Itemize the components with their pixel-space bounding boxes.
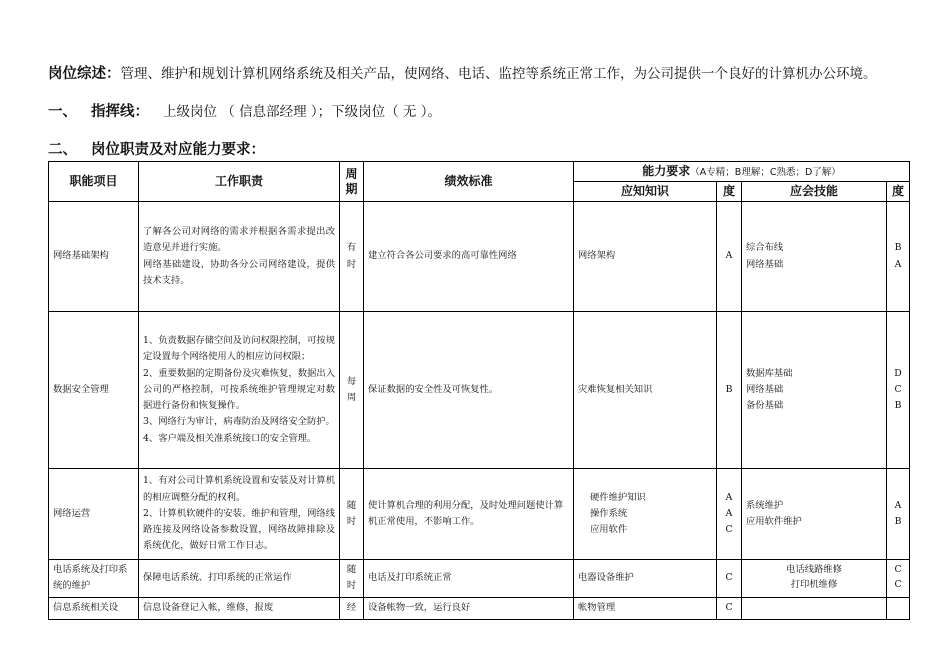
duty-line: 3、网络行为审计，病毒防治及网络安全防护。 [143,416,335,428]
duty-line: 1、负责数据存储空间及访问权限控制，可按规定设置每个网络使用人的相应访问权限； [143,335,335,363]
degree-value: B [725,383,733,395]
skill-line [746,600,882,617]
skill-line: 电话线路维修 [786,564,842,576]
knowledge-degree-cell [717,597,742,619]
function-item-text: 信息系统相关设 [53,601,119,613]
duties-cell [139,560,340,598]
function-item-cell [49,597,139,619]
overview-text: 管理、维护和规划计算机网络系统及相关产品，使网络、电话、监控等系统正常工作，为公司提供一个良好的计算机办公环境。 [120,66,877,82]
skills-cell [742,469,887,560]
degree-value: A [725,250,733,262]
skills-degree-cell [887,202,910,312]
skills-cell [742,560,887,598]
degree-value: C [725,601,733,613]
header-cycle-text: 周期 [345,166,358,196]
degree-value: C [725,524,733,536]
standard-cell: 建立符合各公司要求的高可靠性网络 [364,202,574,312]
header-duties: 工作职责 [139,162,340,202]
knowledge-line: 灾难恢复相关知识 [578,383,653,395]
degree-value: B [894,516,902,527]
knowledge-degree-cell [717,469,742,560]
degree-value: B [894,400,902,412]
command-text: 上级岗位 （ 信息部经理 ）；下级岗位（ 无 ）。 [163,104,441,120]
degree-value: A [725,507,733,519]
skill-line: 打印机维修 [790,579,838,591]
skill-line: 网络基础 [746,258,784,270]
function-item-cell: 电话系统及打印系统的维护 [49,560,139,598]
duties-cell [139,202,340,312]
degree-value [891,600,905,617]
knowledge-line: 操作系统 [590,507,628,519]
duty-line: 了解各公司对网络的需求并根据各需求提出改造意见并进行实施。 [143,225,335,254]
knowledge-line: 应用软件 [590,524,628,536]
cycle-text: 经 [346,601,357,613]
duty-line: 网络基础建设，协助各分公司网络建设，提供技术支持。 [143,258,335,286]
skill-line: 网络基础 [746,383,784,395]
duty-line: 4、客户端及相关准系统接口的安全管理。 [143,432,317,444]
command-label: 指挥线： [91,104,149,120]
function-item-cell: 网络基础架构 [49,202,139,312]
duty-line: 2、重要数据的定期备份及灾难恢复，数据出入公司的严格控制，可按系统维护管理规定对数据进行备份和恢复操作。 [143,367,335,412]
skill-line: 综合布线 [746,242,784,254]
skills-degree-cell [887,312,910,469]
job-overview [48,62,877,83]
skills-cell [742,202,887,312]
knowledge-cell [574,469,717,560]
degree-value: A [894,499,902,511]
duty-line: 2、计算机软硬件的安装、维护和管理，网络线路连接及网络设备参数设置，网络故障排除及系统优化，做好日常工作日志。 [143,507,335,552]
section-heading [48,138,265,159]
header-degree: 度 [717,182,742,202]
knowledge-line: 帐物管理 [578,601,616,613]
cycle-cell: 每周 [340,312,364,469]
degree-value: B [894,242,902,254]
header-ability-label: 能力要求 [642,164,691,178]
table-row [49,469,910,560]
degree-value: D [894,367,902,379]
duties-table [48,161,910,620]
cycle-cell: 随时 [340,560,364,598]
degree-value: C [894,579,902,591]
header-ability [574,162,910,182]
command-number: 一、 [48,104,77,120]
function-item-cell: 网络运营 [49,469,139,560]
skills-cell [742,597,887,619]
cycle-cell: 有时 [340,202,364,312]
duties-cell [139,597,340,619]
overview-label: 岗位综述： [48,66,121,82]
section-number: 二、 [48,142,77,158]
standard-cell [364,597,574,619]
header-skills: 应会技能 [742,182,887,202]
skill-line: 应用软件维护 [746,516,802,527]
table-row [49,202,910,312]
table-row [49,597,910,619]
header-knowledge: 应知知识 [574,182,717,202]
skills-degree-cell [887,560,910,598]
standard-cell: 保证数据的安全性及可恢复性。 [364,312,574,469]
knowledge-line: 硬件维护知识 [590,491,646,503]
skill-line: 数据库基础 [746,367,793,379]
skill-line: 系统维护 [746,499,784,511]
command-line [48,100,441,121]
knowledge-degree-cell [717,312,742,469]
knowledge-degree-cell [717,202,742,312]
section-title: 岗位职责及对应能力要求： [91,142,265,158]
header-function-item: 职能项目 [49,162,139,202]
table-row [49,312,910,469]
cycle-cell [340,597,364,619]
duty-line: 1、有对公司计算机系统设置和安装及对计算机的相应调整分配的权利。 [143,475,335,503]
degree-value: C [894,383,902,395]
skill-line: 备份基础 [746,400,784,412]
skills-degree-cell [887,597,910,619]
header-cycle [340,162,364,202]
knowledge-line: 电器设备维护 [578,572,634,584]
degree-value: A [725,491,733,503]
cycle-cell: 随时 [340,469,364,560]
duties-cell [139,469,340,560]
standard-cell: 使计算机合理的利用分配，及时处理问题使计算机正常使用，不影响工作。 [364,469,574,560]
header-performance: 绩效标准 [364,162,574,202]
knowledge-cell [574,312,717,469]
duties-cell [139,312,340,469]
knowledge-cell [574,202,717,312]
knowledge-cell [574,560,717,598]
duty-line: 信息设备登记入帐，维修，报废 [143,601,274,613]
skills-degree-cell [887,469,910,560]
header-degree2: 度 [887,182,910,202]
knowledge-line: 网络架构 [578,250,616,262]
header-ability-note: （A专精；B理解；C熟悉；D了解） [690,167,841,178]
degree-value: C [725,572,733,584]
knowledge-degree-cell [717,560,742,598]
degree-value: A [894,258,902,270]
duty-line: 保障电话系统、打印系统的正常运作 [143,572,292,584]
standard-text: 设备帐物一致，运行良好 [368,601,471,613]
degree-value: C [894,564,902,576]
knowledge-cell [574,597,717,619]
table-row [49,560,910,598]
function-item-cell: 数据安全管理 [49,312,139,469]
standard-cell: 电话及打印系统正常 [364,560,574,598]
skills-cell [742,312,887,469]
